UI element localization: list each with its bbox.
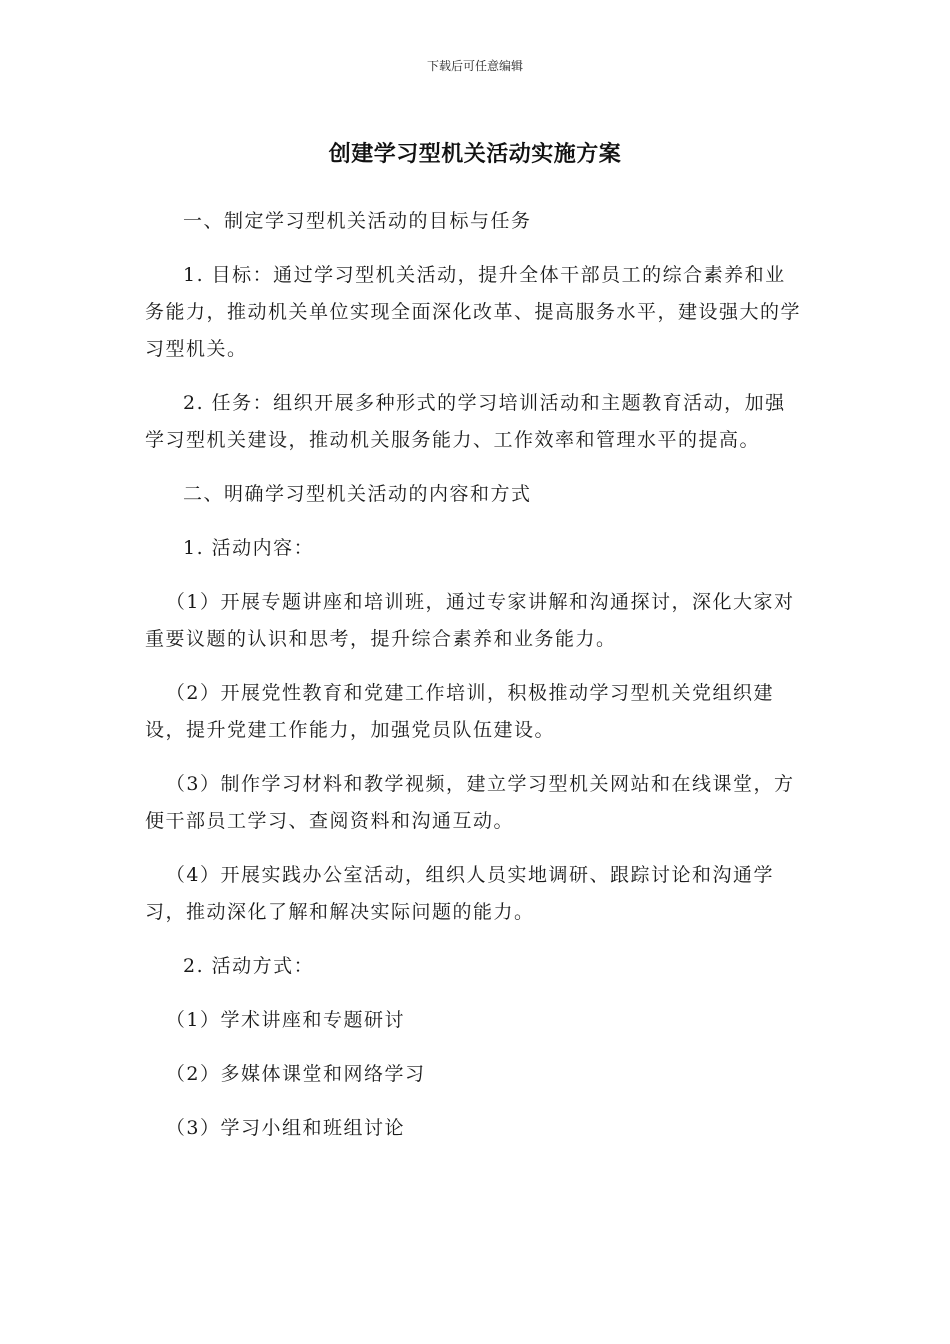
activity-content-item-1: （1）开展专题讲座和培训班，通过专家讲解和沟通探讨，深化大家对重要议题的认识和思考，提升综合素养和业务能力。 [145, 591, 795, 650]
activity-content-item-4: （4）开展实践办公室活动，组织人员实地调研、跟踪讨论和沟通学习，推动深化了解和解决实际问题的能力。 [145, 864, 774, 923]
header-note: 下载后可任意编辑 [426, 59, 523, 73]
task-paragraph: 2. 任务：组织开展多种形式的学习培训活动和主题教育活动，加强学习型机关建设，推动机关服务能力、工作效率和管理水平的提高。 [145, 392, 786, 451]
section-heading-2: 二、明确学习型机关活动的内容和方式 [183, 483, 532, 505]
activity-method-item-3: （3）学习小组和班组讨论 [165, 1117, 405, 1139]
activity-content-heading: 1. 活动内容： [183, 537, 315, 559]
section-heading-1: 一、制定学习型机关活动的目标与任务 [183, 210, 532, 232]
document-body [145, 203, 805, 1164]
activity-method-heading: 2. 活动方式： [183, 955, 315, 977]
goal-paragraph: 1. 目标：通过学习型机关活动，提升全体干部员工的综合素养和业务能力，推动机关单位实现全面深化改革、提高服务水平，建设强大的学习型机关。 [145, 264, 802, 360]
activity-method-item-2: （2）多媒体课堂和网络学习 [165, 1063, 426, 1085]
activity-content-item-2: （2）开展党性教育和党建工作培训，积极推动学习型机关党组织建设，提升党建工作能力，加强党员队伍建设。 [145, 682, 774, 741]
document-title: 创建学习型机关活动实施方案 [328, 142, 622, 167]
activity-content-item-3: （3）制作学习材料和教学视频，建立学习型机关网站和在线课堂，方便干部员工学习、查阅资料和沟通互动。 [145, 773, 795, 832]
activity-method-item-1: （1）学术讲座和专题研讨 [165, 1009, 405, 1031]
